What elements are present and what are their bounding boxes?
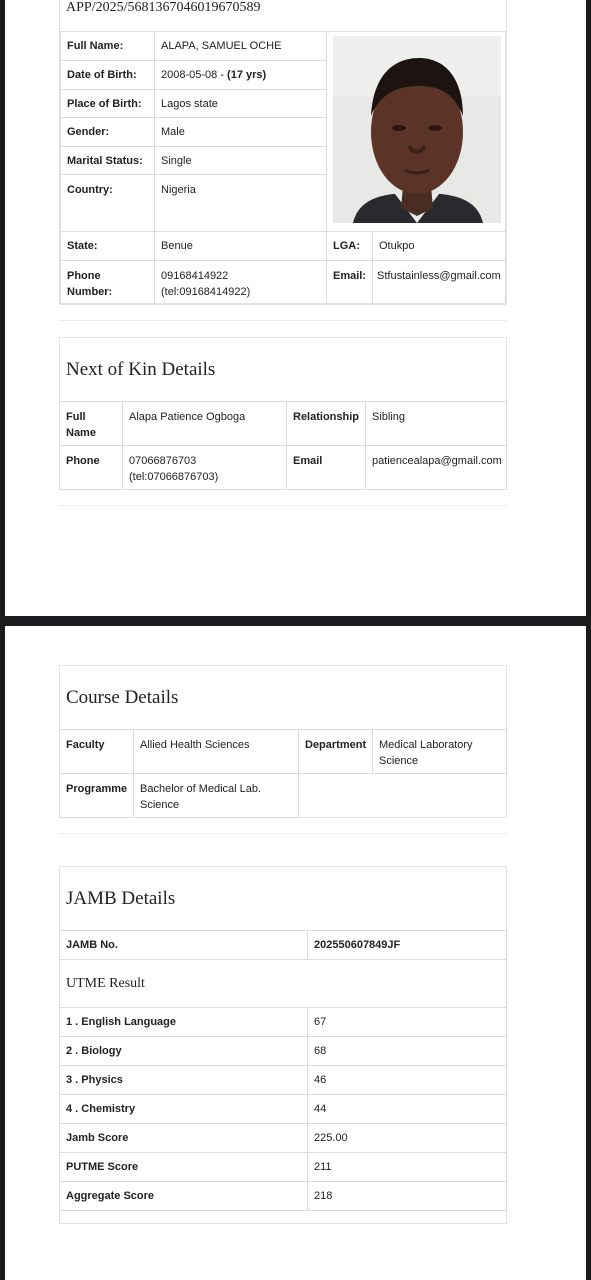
jamb-score-value: 225.00 bbox=[308, 1124, 507, 1153]
applicant-photo bbox=[333, 36, 501, 223]
personal-details-card bbox=[59, 0, 507, 304]
jamb-no-label: JAMB No. bbox=[60, 931, 308, 960]
gender-value: Male bbox=[155, 118, 327, 147]
application-id: APP/2025/5681367046019670589 bbox=[66, 0, 261, 15]
page-2 bbox=[5, 626, 586, 1280]
subject-score: 68 bbox=[308, 1037, 507, 1066]
divider bbox=[59, 833, 507, 834]
table-row bbox=[60, 1095, 507, 1124]
dob-label: Date of Birth: bbox=[61, 61, 155, 90]
relationship-label: Relationship bbox=[287, 402, 366, 446]
faculty-label: Faculty bbox=[60, 730, 134, 774]
jamb-details-card bbox=[59, 866, 507, 1224]
marital-status-label: Marital Status: bbox=[61, 147, 155, 175]
relationship-value: Sibling bbox=[366, 402, 507, 446]
faculty-value: Allied Health Sciences bbox=[134, 730, 299, 774]
kin-phone-tel-link[interactable]: (tel:07066876703) bbox=[129, 471, 219, 483]
department-label: Department bbox=[299, 730, 373, 774]
putme-score-label: PUTME Score bbox=[60, 1153, 308, 1182]
kin-title: Next of Kin Details bbox=[66, 358, 216, 380]
kin-email-label: Email bbox=[287, 446, 366, 490]
putme-score-value: 211 bbox=[308, 1153, 507, 1182]
course-details-card bbox=[59, 665, 507, 818]
phone-label-line-2: Number: bbox=[67, 286, 113, 298]
subject-label: 2 . Biology bbox=[60, 1037, 308, 1066]
kin-phone-number: 07066876703 bbox=[129, 455, 197, 467]
table-row bbox=[60, 1066, 507, 1095]
phone-value bbox=[155, 261, 327, 305]
course-title: Course Details bbox=[66, 686, 179, 708]
pob-value: Lagos state bbox=[155, 90, 327, 118]
full-name-value: ALAPA, SAMUEL OCHE bbox=[155, 32, 327, 61]
marital-status-value: Single bbox=[155, 147, 327, 175]
state-value: Benue bbox=[155, 232, 327, 261]
subject-label: 3 . Physics bbox=[60, 1066, 308, 1095]
course-header bbox=[60, 666, 506, 729]
email-label: Email: bbox=[327, 261, 373, 305]
subject-score: 44 bbox=[308, 1095, 507, 1124]
lga-value: Otukpo bbox=[373, 232, 506, 261]
programme-label: Programme bbox=[60, 774, 134, 818]
lga-label: LGA: bbox=[327, 232, 373, 261]
table-row bbox=[60, 1037, 507, 1066]
pob-label: Place of Birth: bbox=[61, 90, 155, 118]
kin-table bbox=[59, 401, 507, 490]
phone-number: 09168414922 bbox=[161, 270, 229, 282]
kin-header bbox=[60, 338, 506, 401]
kin-name-label-line-1: Full bbox=[66, 411, 86, 423]
programme-value bbox=[134, 774, 299, 818]
course-table bbox=[59, 729, 507, 818]
dob-date: 2008-05-08 - bbox=[161, 69, 228, 81]
subject-label: 1 . English Language bbox=[60, 1008, 308, 1037]
empty-cell bbox=[299, 774, 507, 818]
aggregate-score-value: 218 bbox=[308, 1182, 507, 1211]
department-value bbox=[373, 730, 507, 774]
personal-details-table bbox=[60, 31, 506, 305]
aggregate-score-label: Aggregate Score bbox=[60, 1182, 308, 1211]
next-of-kin-card bbox=[59, 337, 507, 490]
jamb-table bbox=[59, 930, 507, 1211]
utme-result-title: UTME Result bbox=[60, 960, 507, 1008]
table-row bbox=[60, 1124, 507, 1153]
jamb-title: JAMB Details bbox=[66, 887, 176, 909]
state-label: State: bbox=[61, 232, 155, 261]
kin-email-value[interactable]: patiencealapa@gmail.com bbox=[366, 446, 507, 490]
subject-score: 67 bbox=[308, 1008, 507, 1037]
kin-phone-value bbox=[123, 446, 287, 490]
table-row bbox=[60, 1182, 507, 1211]
programme-line-1: Bachelor of Medical Lab. bbox=[140, 783, 262, 795]
table-row bbox=[60, 1008, 507, 1037]
divider bbox=[59, 505, 507, 506]
app-id-row bbox=[60, 0, 506, 31]
age-value: (17 yrs) bbox=[227, 69, 267, 81]
subject-score: 46 bbox=[308, 1066, 507, 1095]
kin-name-label bbox=[60, 402, 123, 446]
photo-cell bbox=[327, 32, 506, 232]
country-label: Country: bbox=[61, 175, 155, 232]
jamb-no-value: 202550607849JF bbox=[308, 931, 507, 960]
email-value[interactable]: Stfustainless@gmail.com bbox=[373, 261, 506, 305]
kin-phone-label: Phone bbox=[60, 446, 123, 490]
phone-label bbox=[61, 261, 155, 305]
subject-label: 4 . Chemistry bbox=[60, 1095, 308, 1124]
country-value: Nigeria bbox=[155, 175, 327, 232]
jamb-score-label: Jamb Score bbox=[60, 1124, 308, 1153]
department-line-2: Science bbox=[379, 755, 419, 767]
phone-label-line-1: Phone bbox=[67, 270, 101, 282]
department-line-1: Medical Laboratory bbox=[379, 739, 473, 751]
divider bbox=[59, 320, 507, 321]
kin-name-value: Alapa Patience Ogboga bbox=[123, 402, 287, 446]
dob-value bbox=[155, 61, 327, 90]
page-1 bbox=[5, 0, 586, 616]
gender-label: Gender: bbox=[61, 118, 155, 147]
phone-tel-link[interactable]: (tel:09168414922) bbox=[161, 286, 251, 298]
full-name-label: Full Name: bbox=[61, 32, 155, 61]
table-row bbox=[60, 1153, 507, 1182]
jamb-header bbox=[60, 867, 506, 930]
kin-name-label-line-2: Name bbox=[66, 427, 96, 439]
programme-line-2: Science bbox=[140, 799, 180, 811]
